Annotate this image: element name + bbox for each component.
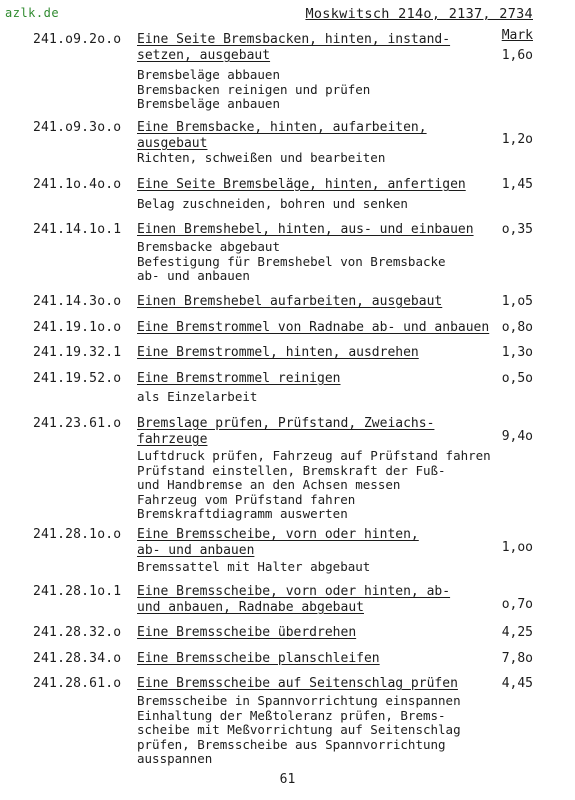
item-title: Einen Bremshebel aufarbeiten, ausgebaut (137, 294, 443, 309)
item-description: Bremsbacke abgebaut Befestigung für Bremshebel von Bremsbacke ab- und anbauen (137, 239, 446, 283)
item-code: 241.o9.3o.o (33, 120, 122, 135)
site-watermark: azlk.de (5, 6, 60, 20)
item-title: Eine Bremstrommel reinigen (137, 371, 341, 386)
item-price: 1,3o (501, 345, 533, 360)
item-title: Eine Bremsscheibe auf Seitenschlag prüfen (137, 676, 458, 691)
item-title: Eine Bremsscheibe überdrehen (137, 625, 357, 640)
item-code: 241.14.1o.1 (33, 222, 122, 237)
item-description: Bremsscheibe in Spannvorrichtung einspannen Einhaltung der Meßtoleranz prüfen, Brems- scheibe mit Meßvorrichtung auf Seitenschlag prüfen, Bremsscheibe aus Spannvorrichtung ausspannen (137, 693, 461, 766)
item-code: 241.19.52.o (33, 371, 122, 386)
item-price: 1,oo (501, 540, 533, 555)
item-description: Belag zuschneiden, bohren und senken (137, 196, 408, 211)
item-price: o,7o (501, 597, 533, 612)
item-price: 1,2o (501, 132, 533, 147)
item-description: als Einzelarbeit (137, 389, 258, 404)
item-price: 1,6o (501, 48, 533, 63)
item-code: 241.o9.2o.o (33, 32, 122, 47)
item-price: 9,4o (501, 429, 533, 444)
item-title: Eine Bremstrommel von Radnabe ab- und anbauen (137, 320, 490, 335)
item-description: Luftdruck prüfen, Fahrzeug auf Prüfstand fahren Prüfstand einstellen, Bremskraft der Fuß- und Handbremse an den Achsen messen Fahrzeug vom Prüfstand fahren Bremskraftdiagramm auswerten (137, 448, 491, 521)
item-price: 4,25 (501, 625, 533, 640)
item-code: 241.14.3o.o (33, 294, 122, 309)
item-code: 241.28.32.o (33, 625, 122, 640)
item-title: Eine Bremsscheibe, vorn oder hinten, ab- und anbauen (137, 527, 419, 558)
item-title: Eine Seite Bremsbeläge, hinten, anfertigen (137, 177, 466, 192)
item-code: 241.19.32.1 (33, 345, 122, 360)
item-description: Bremssattel mit Halter abgebaut (137, 559, 371, 574)
page-number: 61 (279, 772, 296, 787)
item-title: Eine Bremsbacke, hinten, aufarbeiten, ausgebaut (137, 120, 427, 151)
item-title: Eine Bremsscheibe planschleifen (137, 651, 380, 666)
item-description: Richten, schweißen und bearbeiten (137, 150, 386, 165)
item-code: 241.28.34.o (33, 651, 122, 666)
item-title: Eine Seite Bremsbacken, hinten, instand- setzen, ausgebaut (137, 32, 451, 63)
item-code: 241.28.61.o (33, 676, 122, 691)
item-title: Eine Bremstrommel, hinten, ausdrehen (137, 345, 419, 360)
price-column-header: Mark (501, 28, 533, 43)
item-price: 7,8o (501, 651, 533, 666)
item-code: 241.28.1o.1 (33, 584, 122, 599)
item-code: 241.28.1o.o (33, 527, 122, 542)
item-price: o,5o (501, 371, 533, 386)
item-price: o,35 (501, 222, 533, 237)
item-title: Einen Bremshebel, hinten, aus- und einbauen (137, 222, 474, 237)
item-price: 1,o5 (501, 294, 533, 309)
item-title: Eine Bremsscheibe, vorn oder hinten, ab- und anbauen, Radnabe abgebaut (137, 584, 451, 615)
item-price: 4,45 (501, 676, 533, 691)
item-price: o,8o (501, 320, 533, 335)
item-title: Bremslage prüfen, Prüfstand, Zweiachs- fahrzeuge (137, 416, 435, 447)
item-price: 1,45 (501, 177, 533, 192)
item-description: Bremsbeläge abbauen Bremsbacken reinigen und prüfen Bremsbeläge anbauen (137, 67, 371, 111)
item-code: 241.23.61.o (33, 416, 122, 431)
page-header: Moskwitsch 214o, 2137, 2734 (305, 6, 533, 22)
item-code: 241.1o.4o.o (33, 177, 122, 192)
item-code: 241.19.1o.o (33, 320, 122, 335)
